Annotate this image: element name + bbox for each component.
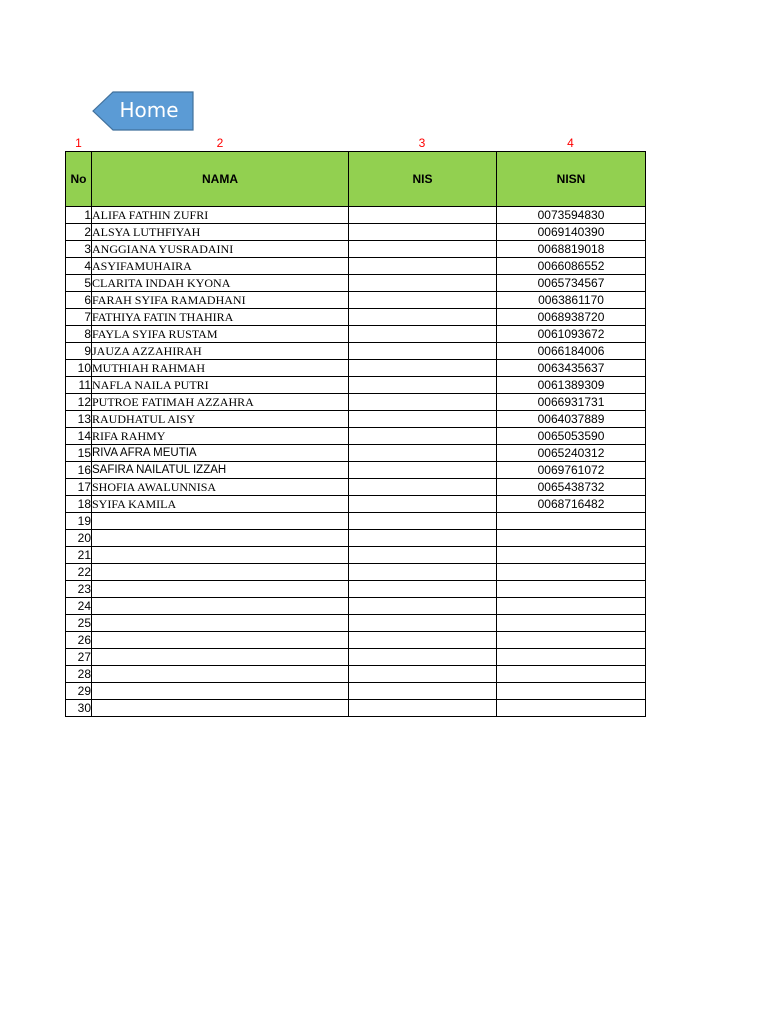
cell-nisn[interactable]: 0063861170 bbox=[497, 292, 646, 309]
cell-nama[interactable]: JAUZA AZZAHIRAH bbox=[92, 343, 349, 360]
table-row bbox=[66, 360, 646, 377]
cell-nis[interactable] bbox=[349, 207, 497, 224]
cell-nis[interactable] bbox=[349, 292, 497, 309]
cell-nis[interactable] bbox=[349, 581, 497, 598]
cell-no[interactable]: 19 bbox=[66, 513, 92, 530]
table-row bbox=[66, 564, 646, 581]
cell-nama[interactable] bbox=[92, 598, 349, 615]
cell-nama[interactable] bbox=[92, 581, 349, 598]
header-nis: NIS bbox=[349, 152, 497, 207]
cell-no[interactable]: 26 bbox=[66, 632, 92, 649]
table-row bbox=[66, 275, 646, 292]
cell-nis[interactable] bbox=[349, 513, 497, 530]
table-row bbox=[66, 530, 646, 547]
cell-nisn[interactable]: 0065240312 bbox=[497, 445, 646, 462]
cell-nisn[interactable]: 0068938720 bbox=[497, 309, 646, 326]
home-button-label: Home bbox=[119, 98, 179, 122]
table-row bbox=[66, 598, 646, 615]
cell-nama[interactable] bbox=[92, 649, 349, 666]
cell-nis[interactable] bbox=[349, 632, 497, 649]
cell-nis[interactable] bbox=[349, 343, 497, 360]
cell-no[interactable]: 4 bbox=[66, 258, 92, 275]
cell-nisn[interactable]: 0065438732 bbox=[497, 479, 646, 496]
cell-no[interactable]: 11 bbox=[66, 377, 92, 394]
cell-no[interactable]: 10 bbox=[66, 360, 92, 377]
cell-nis[interactable] bbox=[349, 649, 497, 666]
cell-nisn[interactable]: 0061093672 bbox=[497, 326, 646, 343]
table-row bbox=[66, 496, 646, 513]
cell-nisn[interactable] bbox=[497, 700, 646, 717]
cell-nisn[interactable]: 0066086552 bbox=[497, 258, 646, 275]
cell-nisn[interactable] bbox=[497, 547, 646, 564]
cell-nis[interactable] bbox=[349, 615, 497, 632]
table-row bbox=[66, 700, 646, 717]
column-number-2: 2 bbox=[216, 136, 224, 150]
table-row bbox=[66, 241, 646, 258]
cell-nama[interactable] bbox=[92, 615, 349, 632]
cell-no[interactable]: 17 bbox=[66, 479, 92, 496]
cell-no[interactable]: 28 bbox=[66, 666, 92, 683]
cell-nama[interactable] bbox=[92, 683, 349, 700]
cell-no[interactable]: 13 bbox=[66, 411, 92, 428]
cell-nis[interactable] bbox=[349, 564, 497, 581]
cell-nama[interactable]: FAYLA SYIFA RUSTAM bbox=[92, 326, 349, 343]
cell-no[interactable]: 6 bbox=[66, 292, 92, 309]
table-row bbox=[66, 394, 646, 411]
cell-nama[interactable]: CLARITA INDAH KYONA bbox=[92, 275, 349, 292]
cell-nisn[interactable] bbox=[497, 564, 646, 581]
table-row bbox=[66, 343, 646, 360]
cell-nis[interactable] bbox=[349, 224, 497, 241]
cell-no[interactable]: 5 bbox=[66, 275, 92, 292]
cell-nis[interactable] bbox=[349, 598, 497, 615]
cell-nis[interactable] bbox=[349, 547, 497, 564]
cell-nama[interactable]: ALSYA LUTHFIYAH bbox=[92, 224, 349, 241]
cell-no[interactable]: 2 bbox=[66, 224, 92, 241]
cell-no[interactable]: 9 bbox=[66, 343, 92, 360]
cell-nisn[interactable]: 0068819018 bbox=[497, 241, 646, 258]
cell-nis[interactable] bbox=[349, 360, 497, 377]
cell-no[interactable]: 29 bbox=[66, 683, 92, 700]
cell-nama[interactable]: PUTROE FATIMAH AZZAHRA bbox=[92, 394, 349, 411]
table-row bbox=[66, 462, 646, 479]
cell-no[interactable]: 24 bbox=[66, 598, 92, 615]
table-row bbox=[66, 326, 646, 343]
cell-no[interactable]: 1 bbox=[66, 207, 92, 224]
table-row bbox=[66, 428, 646, 445]
column-number-row bbox=[65, 136, 645, 150]
column-number-4: 4 bbox=[567, 136, 574, 150]
student-table bbox=[65, 151, 646, 717]
cell-nis[interactable] bbox=[349, 275, 497, 292]
cell-nisn[interactable] bbox=[497, 513, 646, 530]
cell-nama[interactable]: FATHIYA FATIN THAHIRA bbox=[92, 309, 349, 326]
table-row bbox=[66, 207, 646, 224]
cell-nama[interactable]: RIFA RAHMY bbox=[92, 428, 349, 445]
table-row bbox=[66, 581, 646, 598]
cell-nisn[interactable]: 0068716482 bbox=[497, 496, 646, 513]
cell-no[interactable]: 14 bbox=[66, 428, 92, 445]
table-row bbox=[66, 513, 646, 530]
cell-no[interactable]: 12 bbox=[66, 394, 92, 411]
cell-nama[interactable]: FARAH SYIFA RAMADHANI bbox=[92, 292, 349, 309]
cell-nisn[interactable]: 0069140390 bbox=[497, 224, 646, 241]
cell-no[interactable]: 16 bbox=[66, 462, 92, 479]
cell-nis[interactable] bbox=[349, 445, 497, 462]
cell-nisn[interactable] bbox=[497, 615, 646, 632]
cell-nisn[interactable] bbox=[497, 530, 646, 547]
cell-nisn[interactable]: 0063435637 bbox=[497, 360, 646, 377]
cell-nama[interactable]: SYIFA KAMILA bbox=[92, 496, 349, 513]
cell-nama[interactable]: NAFLA NAILA PUTRI bbox=[92, 377, 349, 394]
cell-nisn[interactable] bbox=[497, 683, 646, 700]
cell-no[interactable]: 7 bbox=[66, 309, 92, 326]
table-row bbox=[66, 479, 646, 496]
cell-nama[interactable]: ASYIFAMUHAIRA bbox=[92, 258, 349, 275]
cell-no[interactable]: 22 bbox=[66, 564, 92, 581]
column-number-3: 3 bbox=[418, 136, 426, 150]
home-button[interactable] bbox=[92, 91, 194, 131]
cell-nama[interactable] bbox=[92, 632, 349, 649]
header-no: No bbox=[66, 152, 92, 207]
cell-nisn[interactable]: 0061389309 bbox=[497, 377, 646, 394]
cell-nama[interactable] bbox=[92, 547, 349, 564]
table-row bbox=[66, 292, 646, 309]
cell-nis[interactable] bbox=[349, 428, 497, 445]
cell-nis[interactable] bbox=[349, 326, 497, 343]
cell-nis[interactable] bbox=[349, 666, 497, 683]
cell-nama[interactable]: ALIFA FATHIN ZUFRI bbox=[92, 207, 349, 224]
table-row bbox=[66, 615, 646, 632]
cell-nama[interactable]: SHOFIA AWALUNNISA bbox=[92, 479, 349, 496]
header-row bbox=[66, 152, 646, 207]
header-nama: NAMA bbox=[92, 152, 349, 207]
cell-nisn[interactable]: 0065734567 bbox=[497, 275, 646, 292]
cell-nisn[interactable] bbox=[497, 581, 646, 598]
cell-nisn[interactable] bbox=[497, 666, 646, 683]
table-row bbox=[66, 666, 646, 683]
cell-nisn[interactable] bbox=[497, 598, 646, 615]
cell-nama[interactable]: RIVA AFRA MEUTIA bbox=[92, 445, 349, 462]
cell-nis[interactable] bbox=[349, 377, 497, 394]
table-row bbox=[66, 632, 646, 649]
cell-nis[interactable] bbox=[349, 394, 497, 411]
cell-nis[interactable] bbox=[349, 462, 497, 479]
cell-no[interactable]: 20 bbox=[66, 530, 92, 547]
table-row bbox=[66, 649, 646, 666]
cell-nisn[interactable]: 0073594830 bbox=[497, 207, 646, 224]
cell-no[interactable]: 8 bbox=[66, 326, 92, 343]
cell-no[interactable]: 18 bbox=[66, 496, 92, 513]
cell-nis[interactable] bbox=[349, 411, 497, 428]
cell-nisn[interactable]: 0064037889 bbox=[497, 411, 646, 428]
cell-nis[interactable] bbox=[349, 258, 497, 275]
cell-no[interactable]: 3 bbox=[66, 241, 92, 258]
cell-nama[interactable] bbox=[92, 530, 349, 547]
table-row bbox=[66, 547, 646, 564]
cell-nama[interactable] bbox=[92, 564, 349, 581]
table-row bbox=[66, 683, 646, 700]
cell-nama[interactable]: MUTHIAH RAHMAH bbox=[92, 360, 349, 377]
cell-nis[interactable] bbox=[349, 496, 497, 513]
table-row bbox=[66, 411, 646, 428]
cell-nisn[interactable]: 0065053590 bbox=[497, 428, 646, 445]
cell-no[interactable]: 27 bbox=[66, 649, 92, 666]
header-nisn: NISN bbox=[497, 152, 646, 207]
cell-nama[interactable] bbox=[92, 700, 349, 717]
cell-nama[interactable]: SAFIRA NAILATUL IZZAH bbox=[92, 462, 349, 479]
table-row bbox=[66, 445, 646, 462]
cell-nisn[interactable] bbox=[497, 632, 646, 649]
cell-no[interactable]: 23 bbox=[66, 581, 92, 598]
table-row bbox=[66, 258, 646, 275]
column-number-1: 1 bbox=[75, 136, 82, 150]
cell-nisn[interactable]: 0066184006 bbox=[497, 343, 646, 360]
cell-no[interactable]: 30 bbox=[66, 700, 92, 717]
table-row bbox=[66, 377, 646, 394]
cell-nis[interactable] bbox=[349, 683, 497, 700]
cell-nama[interactable]: RAUDHATUL AISY bbox=[92, 411, 349, 428]
cell-nama[interactable] bbox=[92, 513, 349, 530]
cell-no[interactable]: 15 bbox=[66, 445, 92, 462]
cell-nisn[interactable]: 0069761072 bbox=[497, 462, 646, 479]
cell-no[interactable]: 21 bbox=[66, 547, 92, 564]
cell-nis[interactable] bbox=[349, 479, 497, 496]
cell-nisn[interactable]: 0066931731 bbox=[497, 394, 646, 411]
cell-no[interactable]: 25 bbox=[66, 615, 92, 632]
cell-nama[interactable]: ANGGIANA YUSRADAINI bbox=[92, 241, 349, 258]
table-row bbox=[66, 224, 646, 241]
cell-nama[interactable] bbox=[92, 666, 349, 683]
cell-nis[interactable] bbox=[349, 309, 497, 326]
cell-nis[interactable] bbox=[349, 241, 497, 258]
cell-nisn[interactable] bbox=[497, 649, 646, 666]
table-row bbox=[66, 309, 646, 326]
cell-nis[interactable] bbox=[349, 530, 497, 547]
cell-nis[interactable] bbox=[349, 700, 497, 717]
